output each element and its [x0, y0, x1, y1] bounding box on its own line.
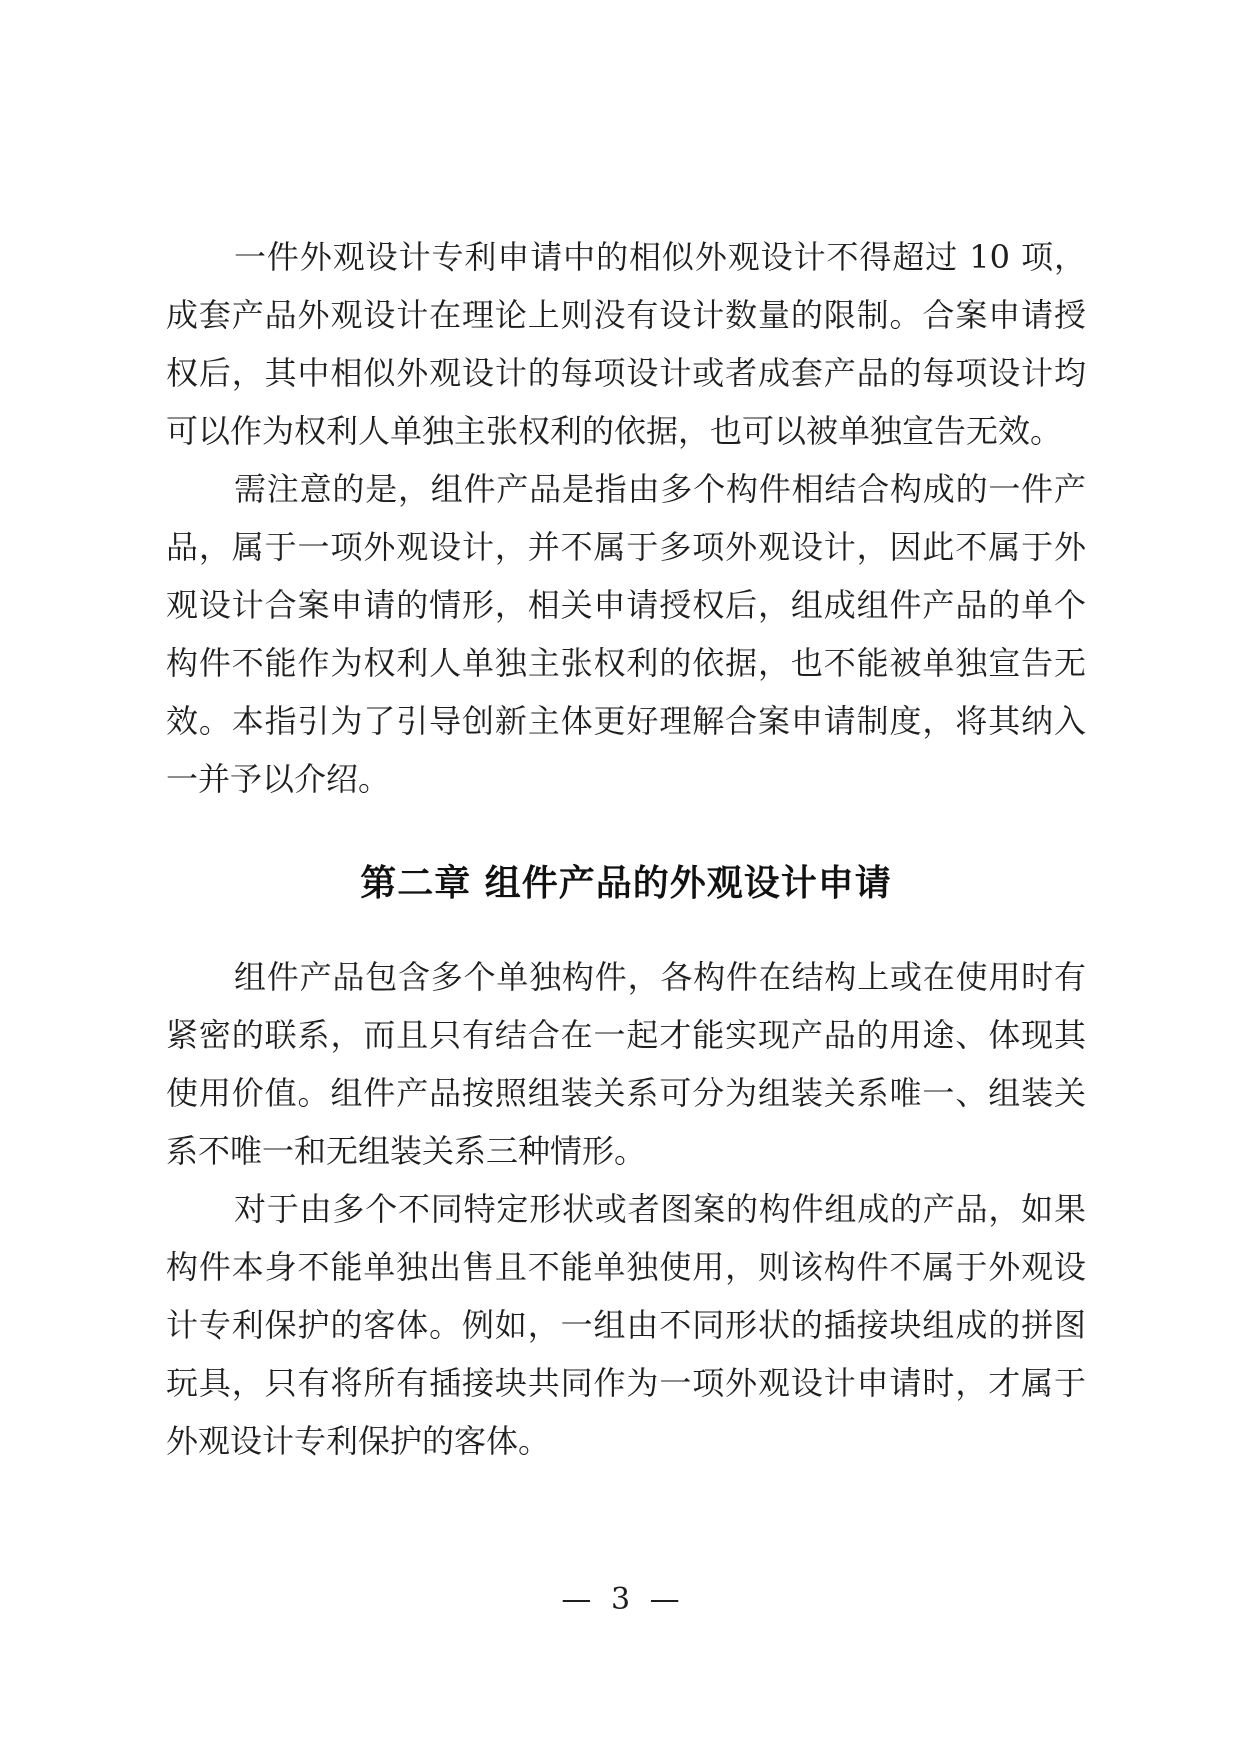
- text-line: 成套产品外观设计在理论上则没有设计数量的限制。合案申请授: [166, 296, 1086, 334]
- text-line: 构件不能作为权利人单独主张权利的依据，也不能被单独宣告无: [166, 644, 1086, 682]
- text-line: 使用价值。组件产品按照组装关系可分为组装关系唯一、组装关: [166, 1074, 1086, 1112]
- text-line: 需注意的是，组件产品是指由多个构件相结合构成的一件产: [234, 470, 1086, 508]
- page-number: — 3 —: [561, 1582, 680, 1617]
- text-line: 效。本指引为了引导创新主体更好理解合案申请制度，将其纳入: [166, 702, 1086, 740]
- text-line: 构件本身不能单独出售且不能单独使用，则该构件不属于外观设: [166, 1248, 1086, 1286]
- paragraph: [166, 1180, 1086, 1470]
- text-line: 对于由多个不同特定形状或者图案的构件组成的产品，如果: [234, 1190, 1086, 1228]
- paragraph: [166, 948, 1086, 1180]
- text-line: 计专利保护的客体。例如，一组由不同形状的插接块组成的拼图: [166, 1306, 1086, 1344]
- text-line: 一件外观设计专利申请中的相似外观设计不得超过 10 项，: [234, 238, 1086, 276]
- text-line: 权后，其中相似外观设计的每项设计或者成套产品的每项设计均: [166, 354, 1086, 392]
- text-line: 观设计合案申请的情形，相关申请授权后，组成组件产品的单个: [166, 586, 1086, 624]
- text-line: 组件产品包含多个单独构件，各构件在结构上或在使用时有: [234, 958, 1086, 996]
- paragraph: [166, 228, 1086, 460]
- text-line: 紧密的联系，而且只有结合在一起才能实现产品的用途、体现其: [166, 1016, 1086, 1054]
- text-line: 系不唯一和无组装关系三种情形。: [166, 1132, 647, 1170]
- text-line: 品，属于一项外观设计，并不属于多项外观设计，因此不属于外: [166, 528, 1086, 566]
- text-line: 可以作为权利人单独主张权利的依据，也可以被单独宣告无效。: [166, 412, 1063, 450]
- text-line: 一并予以介绍。: [166, 760, 391, 798]
- chapter-heading: 第二章 组件产品的外观设计申请: [360, 863, 892, 904]
- paragraph: [166, 460, 1086, 808]
- text-line: 玩具，只有将所有插接块共同作为一项外观设计申请时，才属于: [166, 1364, 1086, 1402]
- page-body: [166, 228, 1086, 1470]
- text-line: 外观设计专利保护的客体。: [166, 1422, 551, 1460]
